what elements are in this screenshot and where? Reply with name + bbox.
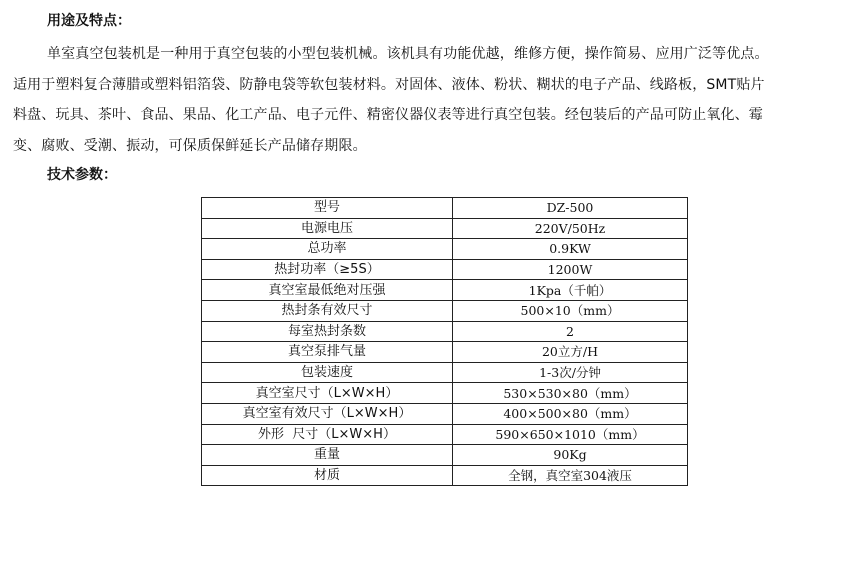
spec-label: 型号 <box>202 198 453 219</box>
usage-heading: 用途及特点： <box>47 13 131 29</box>
spec-label: 真空室最低绝对压强 <box>202 280 453 301</box>
spec-value: 500×10（mm） <box>453 300 688 321</box>
table-row <box>202 259 688 280</box>
table-row <box>202 300 688 321</box>
spec-label: 重量 <box>202 445 453 466</box>
table-row <box>202 198 688 219</box>
spec-value: DZ-500 <box>453 198 688 219</box>
table-row <box>202 403 688 424</box>
table-row <box>202 445 688 466</box>
table-row <box>202 383 688 404</box>
table-row <box>202 321 688 342</box>
tech-params-heading: 技术参数： <box>47 167 117 183</box>
spec-value: 1200W <box>453 259 688 280</box>
table-row <box>202 342 688 363</box>
spec-value: 530×530×80（mm） <box>453 383 688 404</box>
spec-label: 总功率 <box>202 239 453 260</box>
spec-value: 1Kpa（千帕） <box>453 280 688 301</box>
spec-label: 热封功率（≥5S） <box>202 259 453 280</box>
description-line: 变、腐败、受潮、振动，可保质保鲜延长产品储存期限。 <box>13 137 367 154</box>
spec-value: 220V/50Hz <box>453 218 688 239</box>
spec-value: 90Kg <box>453 445 688 466</box>
description-line: 单室真空包装机是一种用于真空包装的小型包装机械。该机具有功能优越，维修方便，操作简易、应用广泛等优点。 <box>47 46 769 62</box>
spec-value: 2 <box>453 321 688 342</box>
description-paragraph <box>13 39 853 161</box>
spec-value: 0.9KW <box>453 239 688 260</box>
spec-label: 每室热封条数 <box>202 321 453 342</box>
spec-label: 电源电压 <box>202 218 453 239</box>
table-row <box>202 362 688 383</box>
description-line: 适用于塑料复合薄腊或塑料铝箔袋、防静电袋等软包装材料。对固体、液体、粉状、糊状的电子产品、线路板，SMT贴片 <box>13 76 765 93</box>
table-row <box>202 424 688 445</box>
description-line: 料盘、玩具、茶叶、食品、果品、化工产品、电子元件、精密仪器仪表等进行真空包装。经包装后的产品可防止氧化、霉 <box>13 107 763 123</box>
table-row <box>202 465 688 486</box>
spec-label: 真空泵排气量 <box>202 342 453 363</box>
table-row <box>202 218 688 239</box>
spec-label: 真空室有效尺寸（L×W×H） <box>202 403 453 424</box>
table-row <box>202 280 688 301</box>
spec-value: 590×650×1010（mm） <box>453 424 688 445</box>
specs-table <box>201 197 688 486</box>
spec-label: 真空室尺寸（L×W×H） <box>202 383 453 404</box>
spec-value: 全钢，真空室304液压 <box>453 465 688 486</box>
spec-label: 包装速度 <box>202 362 453 383</box>
spec-label: 外形 尺寸（L×W×H） <box>202 424 453 445</box>
spec-value: 1-3次/分钟 <box>453 362 688 383</box>
table-row <box>202 239 688 260</box>
spec-label: 热封条有效尺寸 <box>202 300 453 321</box>
spec-value: 400×500×80（mm） <box>453 403 688 424</box>
spec-label: 材质 <box>202 465 453 486</box>
spec-value: 20立方/H <box>453 342 688 363</box>
